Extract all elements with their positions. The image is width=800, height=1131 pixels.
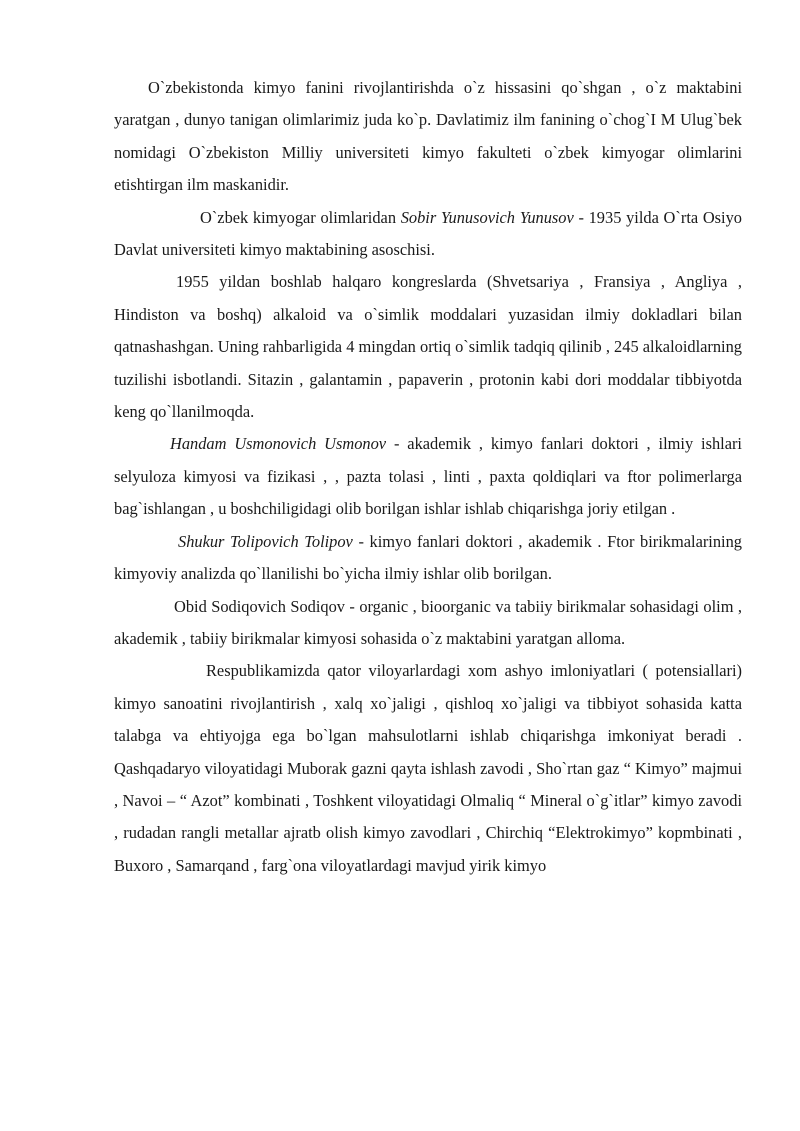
scientist-name-usmonov: Handam Usmonovich Usmonov [170,434,387,454]
paragraph-usmonov [114,428,742,525]
paragraph-sodiqov: Obid Sodiqovich Sodiqov - organic , bioorganic va tabiiy birikmalar sohasidagi olim , akademik , tabiiy birikmalar kimyosi sohasida o`z maktabini yaratgan alloma. [114,596,742,648]
paragraph-yunusov-after: - 1935 yilda O`rta Osiyo Davlat universiteti kimyo maktabining asoschisi. [114,207,743,260]
paragraph-intro: O`zbekistonda kimyo fanini rivojlantirishda o`z hissasini qo`shgan , o`z maktabini yaratgan , dunyo tanigan olimlarimiz juda ko`p. Davlatimiz ilm fanining o`chog`I M Ulug`bek nomidagi O`zbekiston Milliy universiteti kimyo fakulteti o`zbek kimyogar olimlarini etishtirgan ilm maskanidir. [114,78,742,195]
paragraph-yunusov [114,202,742,267]
paragraph-industry: Respublikamizda qator viloyarlardagi xom ashyo imloniyatlari ( potensiallari) kimyo sanoatini rivojlantirish , xalq xo`jaligi , qishloq xo`jaligi va tibbiyot sohasida katta talabga va ehtiyojga ega bo`lgan mahsulotlarni ishlab chiqarishga imkoniyat beradi . Qashqadaryo viloyatidagi Muborak gazni qayta ishlash zavodi , Sho`rtan gaz “ Kimyo” majmui , Navoi – “ Azot” kombinati , Toshkent viloyatidagi Olmaliq “ Mineral o`g`itlar” kimyo zavodi , rudadan rangli metallar ajratb olish kimyo zavodlari , Chirchiq “Elektrokimyo” kopmbinati , Buxoro , Samarqand , farg`ona viloyatlardagi mavjud yirik kimyo [114,661,742,875]
paragraph-tolipov [114,526,742,591]
scientist-name-yunusov: Sobir Yunusovich Yunusov [400,207,574,227]
paragraph-yunusov-before: O`zbek kimyogar olimlaridan [200,207,401,227]
paragraph-usmonov-after: - akademik , kimyo fanlari doktori , ilmiy ishlari selyuloza kimyosi va fizikasi , , pazta tolasi , linti , paxta qoldiqlari va ftor polimerlarga bag`ishlangan , u boshchiligidagi olib borilgan ishlar ishlab chiqarishga joriy etilgan . [114,434,742,519]
scientist-name-tolipov: Shukur Tolipovich Tolipov [178,531,353,551]
paragraph-tolipov-after: - kimyo fanlari doktori , akademik . Ftor birikmalarining kimyoviy analizda qo`llanilishi bo`yicha ilmiy ishlar olib borilgan. [114,531,742,584]
paragraph-congresses: 1955 yildan boshlab halqaro kongreslarda (Shvetsariya , Fransiya , Angliya , Hindiston va boshq) alkaloid va o`simlik moddalari yuzasidan ilmiy dokladlari bilan qatnashashgan. Uning rahbarligida 4 mingdan ortiq o`simlik tadqiq qilinib , 245 alkaloidlarning tuzilishi isbotlandi. Sitazin , galantamin , papaverin , protonin kabi dori moddalar tibbiyotda keng qo`llanilmoqda. [114,272,742,422]
document-page [114,72,742,882]
